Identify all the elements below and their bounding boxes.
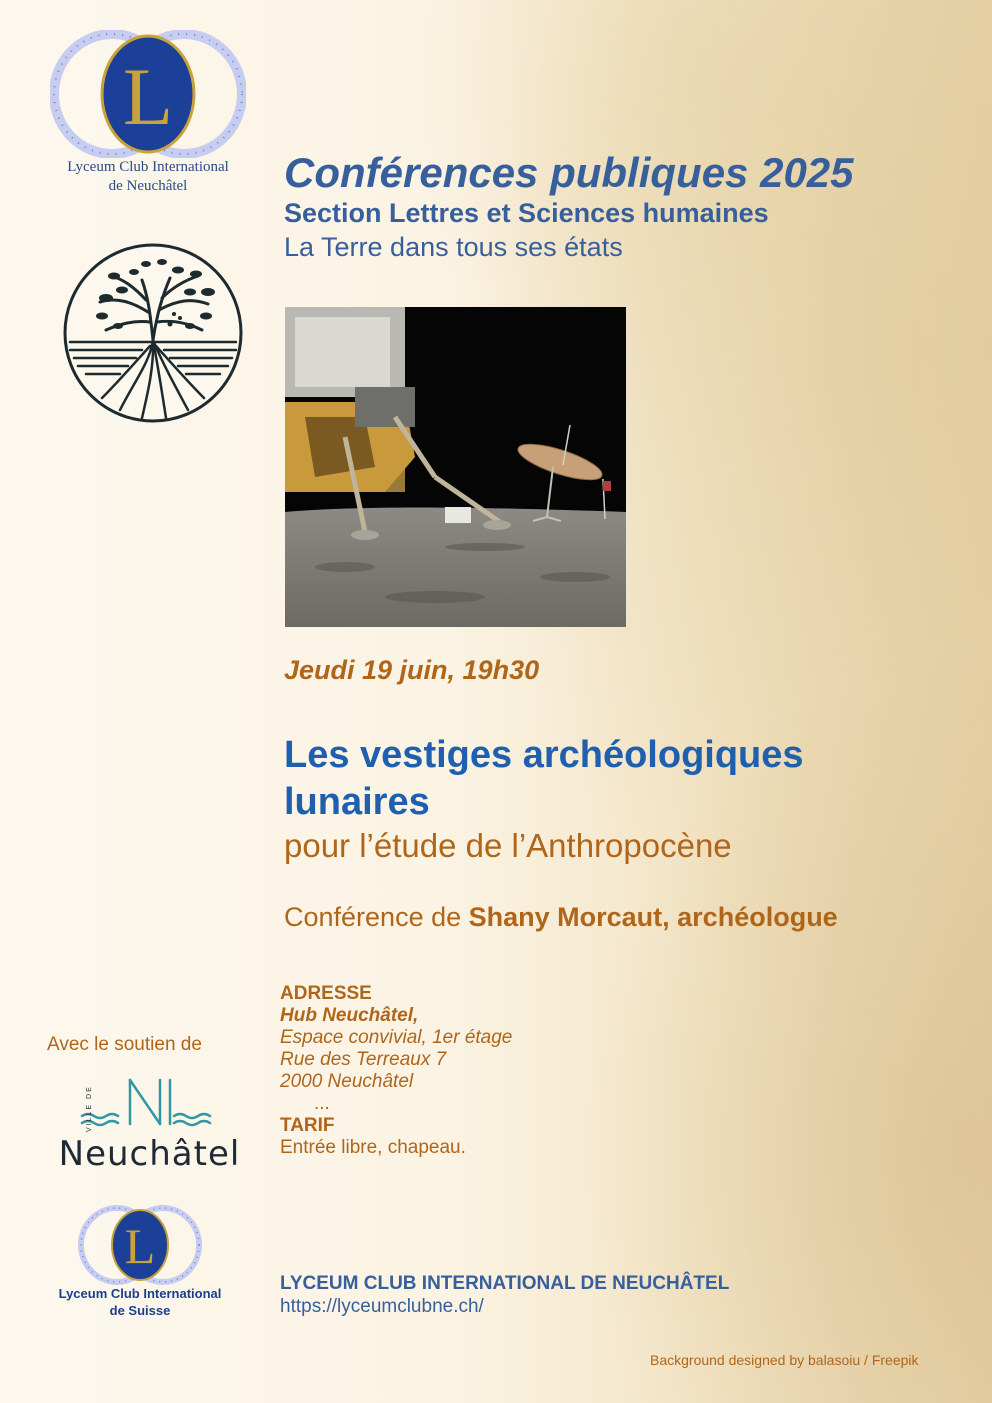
separator: ...: [314, 1093, 330, 1114]
talk-block: [284, 732, 964, 866]
event-date: Jeudi 19 juin, 19h30: [284, 655, 540, 685]
club-url-link[interactable]: https://lyceumclubne.ch/: [280, 1296, 484, 1317]
speaker-name: Shany Morcaut, archéologue: [468, 902, 838, 932]
support-label: Avec le soutien de: [47, 1034, 202, 1055]
lyceum-neuchatel-logo: [50, 30, 246, 196]
theme-subtitle: La Terre dans tous ses états: [284, 232, 623, 262]
lyceum-rings-emblem-small: [75, 1205, 205, 1285]
background-credit: Background designed by balasoiu / Freepik: [650, 1352, 919, 1368]
lunar-landing-image: [285, 307, 626, 627]
tree-emblem: [62, 242, 244, 429]
speaker-prefix: Conférence de: [284, 902, 469, 932]
poster-header: [284, 150, 964, 264]
tarif-value: Entrée libre, chapeau.: [280, 1137, 466, 1158]
logo-bottom-caption-line1: Lyceum Club International: [58, 1286, 222, 1301]
monogram-text-small: L: [124, 1218, 156, 1274]
club-name: LYCEUM CLUB INTERNATIONAL DE NEUCHÂTEL: [280, 1273, 730, 1294]
logo-caption-line1: Lyceum Club International: [67, 159, 229, 175]
speaker-line: [284, 902, 838, 933]
talk-title-line2: lunaires: [284, 781, 430, 823]
monogram-text: L: [122, 51, 174, 142]
lyceum-suisse-logo: [40, 1205, 240, 1319]
logo-caption-line2: de Neuchâtel: [108, 178, 188, 194]
tree-icon: [62, 242, 244, 424]
lyceum-rings-emblem: [50, 30, 246, 158]
ville-waves-icon: [52, 1076, 247, 1132]
address-line3: 2000 Neuchâtel: [280, 1071, 414, 1092]
address-line1: Espace convivial, 1er étage: [280, 1027, 513, 1048]
logo-bottom-caption-line2: de Suisse: [109, 1303, 171, 1318]
tarif-label: TARIF: [280, 1115, 335, 1136]
venue-name: Hub Neuchâtel,: [280, 1005, 419, 1026]
address-block: [280, 983, 512, 1159]
footer: [280, 1272, 729, 1318]
talk-subtitle: pour l’étude de l’Anthropocène: [284, 827, 732, 864]
ville-small-text: VILLE DE: [86, 1085, 93, 1132]
address-line2: Rue des Terreaux 7: [280, 1049, 447, 1070]
lunar-module-photo: [285, 307, 626, 627]
address-label: ADRESSE: [280, 983, 372, 1004]
series-title: Conférences publiques 2025: [284, 149, 854, 196]
section-title: Section Lettres et Sciences humaines: [284, 198, 769, 228]
ville-neuchatel-logo: [52, 1076, 247, 1174]
talk-title-line1: Les vestiges archéologiques: [284, 734, 804, 776]
ville-name: Neuchâtel: [58, 1134, 241, 1174]
